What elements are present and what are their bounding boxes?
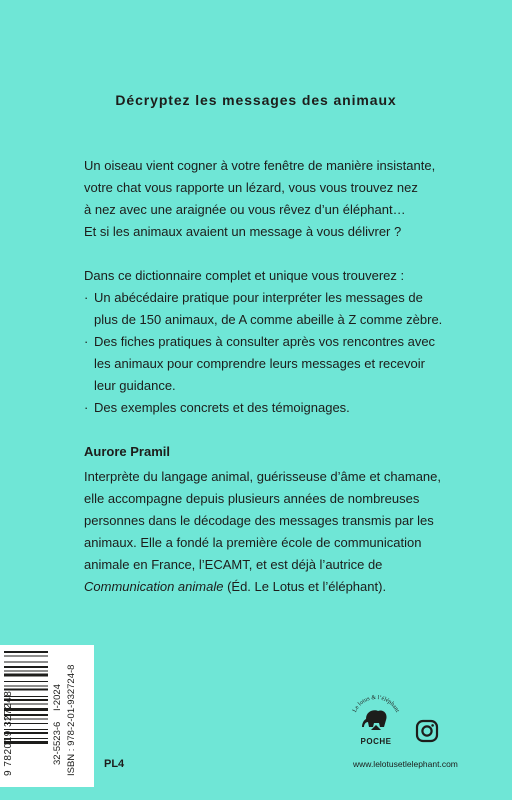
- barcode-code: I-2024: [52, 684, 63, 711]
- elephant-lotus-icon: [362, 705, 390, 735]
- barcode-bar: [4, 651, 48, 653]
- barcode-box: [0, 645, 94, 787]
- bio-line-rest: (Éd. Le Lotus et l’éléphant).: [223, 579, 387, 594]
- barcode-digits: 9 782019 327248: [3, 690, 14, 776]
- contents-list: [84, 265, 443, 419]
- bio-line: animale en France, l’ECAMT, et est déjà l’autrice de: [84, 557, 383, 572]
- poche-label: POCHE: [360, 737, 392, 746]
- list-item-line: Des fiches pratiques à consulter après vos rencontres avec: [94, 334, 436, 349]
- list-item-line: Un abécédaire pratique pour interpréter les messages de: [94, 290, 423, 305]
- barcode-bar: [4, 674, 48, 677]
- bio-line: Interprète du langage animal, guérisseuse d’âme et chamane,: [84, 469, 441, 484]
- bio-line: elle accompagne depuis plusieurs années de nombreuses: [84, 491, 420, 506]
- logo-arc-label: Le lotus & l’éléphant: [352, 695, 400, 714]
- bullet-dot: ·: [84, 334, 89, 349]
- website-link[interactable]: www.lelotusetlelephant.com: [353, 759, 458, 769]
- list-item-line: plus de 150 animaux, de A comme abeille à Z comme zèbre.: [94, 312, 443, 327]
- barcode-bar: [4, 686, 48, 687]
- intro-line: Un oiseau vient cogner à votre fenêtre de manière insistante,: [84, 158, 436, 173]
- intro-line: votre chat vous rapporte un lézard, vous vous trouvez nez: [84, 180, 418, 195]
- bio-line-last: [84, 576, 414, 598]
- barcode-bar: [4, 656, 48, 657]
- pl4-label: PL4: [104, 758, 125, 770]
- bullet-dot: ·: [84, 290, 89, 305]
- publisher-logo: [348, 695, 404, 757]
- isbn: ISBN : 978-2-01-932724-8: [66, 664, 77, 776]
- bio-line: personnes dans le décodage des messages transmis par les: [84, 513, 434, 528]
- back-cover-title: Décryptez les messages des animaux: [115, 92, 397, 108]
- list-item-line: les animaux pour comprendre leurs messages et recevoir: [94, 356, 425, 371]
- author-bio: [84, 466, 441, 598]
- intro-line: à nez avec une araignée ou vous rêvez d’un éléphant…: [84, 202, 406, 217]
- barcode-bar: [4, 666, 48, 668]
- book-title: Communication animale: [84, 579, 224, 594]
- barcode-bar: [4, 671, 48, 672]
- instagram-icon[interactable]: [415, 719, 439, 743]
- intro-paragraph: [84, 155, 436, 243]
- barcode-code: 32-5523-6: [52, 721, 63, 765]
- barcode-bar: [4, 662, 48, 663]
- bio-line: animaux. Elle a fondé la première école de communication: [84, 535, 422, 550]
- intro-line: Et si les animaux avaient un message à vous délivrer ?: [84, 224, 402, 239]
- list-item-line: leur guidance.: [94, 378, 176, 393]
- list-intro: Dans ce dictionnaire complet et unique vous trouverez :: [84, 268, 405, 283]
- list-item: [84, 331, 436, 397]
- author-name: Aurore Pramil: [84, 444, 170, 459]
- list-item-line: Des exemples concrets et des témoignages.: [94, 400, 350, 415]
- list-item: [84, 287, 443, 331]
- barcode-bar: [4, 681, 48, 682]
- bullet-dot: ·: [84, 400, 89, 415]
- list-item: [84, 397, 414, 419]
